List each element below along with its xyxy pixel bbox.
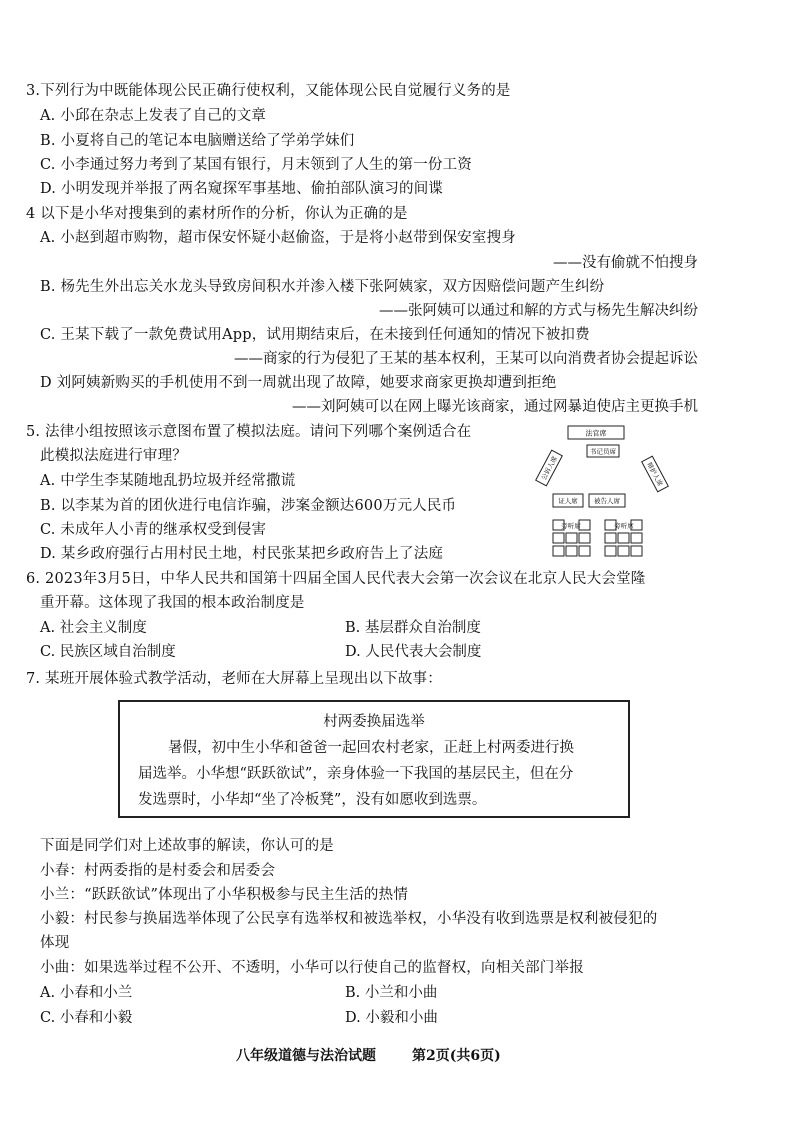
q4-option-a: A. 小赵到超市购物，超市保安怀疑小赵偷盗，于是将小赵带到保安室搜身 (40, 230, 516, 246)
courtroom-diagram (535, 420, 675, 562)
left-party-seat-label: 公诉人席 (539, 454, 560, 482)
gallery-right-label: 旁听席 (614, 522, 634, 530)
q6-stem-line1: 6. 2023年3月5日，中华人民共和国第十四届全国人民代表大会第一次会议在北京人民大会堂隆 (26, 571, 646, 587)
q6-option-d: D. 人民代表大会制度 (345, 644, 482, 660)
gallery-right (605, 520, 642, 556)
judge-seat (568, 426, 624, 439)
q4-option-c: C. 王某下载了一款免费试用App，试用期结束后，在未接到任何通知的情况下被扣费 (40, 327, 590, 343)
q5-option-a: A. 中学生李某随地乱扔垃圾并经常撒谎 (40, 473, 296, 489)
q5-option-b: B. 以李某为首的团伙进行电信诈骗，涉案金额达600万元人民币 (40, 498, 457, 514)
q7-view-xiaoyi-line2: 体现 (40, 935, 70, 951)
clerk-seat-label: 书记员席 (590, 447, 616, 456)
q6-option-a: A. 社会主义制度 (40, 620, 147, 636)
q4-stem: 4 以下是小华对搜集到的素材所作的分析，你认为正确的是 (26, 206, 408, 222)
q5-option-d: D. 某乡政府强行占用村民土地，村民张某把乡政府告上了法庭 (40, 546, 444, 562)
q7-intro: 下面是同学们对上述故事的解读，你认可的是 (40, 838, 334, 854)
q4-option-d-note: ——刘阿姨可以在网上曝光该商家，通过网暴迫使店主更换手机 (292, 399, 698, 415)
right-party-seat-label: 辩护人席 (644, 460, 665, 488)
q7-story-title: 村两委换届选举 (323, 714, 425, 730)
gallery-left (553, 520, 590, 556)
witness-seat (553, 494, 583, 507)
witness-seat-label: 证人席 (558, 497, 578, 505)
q7-story-box (118, 700, 630, 818)
q7-view-xiaochun: 小春：村两委指的是村委会和居委会 (40, 863, 276, 879)
judge-seat-label: 法官席 (585, 429, 607, 438)
defendant-seat (589, 494, 625, 507)
clerk-seat (587, 445, 619, 457)
q7-option-b: B. 小兰和小曲 (345, 985, 438, 1001)
q7-view-xiaoqu: 小曲：如果选举过程不公开、不透明，小华可以行使自己的监督权，向相关部门举报 (40, 960, 584, 976)
q7-view-xiaolan: 小兰：“跃跃欲试”体现出了小华积极参与民主生活的热情 (40, 887, 409, 903)
q7-story-line3: 发选票时，小华却“坐了冷板凳”，没有如愿收到选票。 (138, 792, 487, 808)
q7-story-line1: 暑假，初中生小华和爸爸一起回农村老家，正赶上村两委进行换 (168, 740, 574, 756)
right-party-seat (642, 456, 669, 492)
q3-option-c: C. 小李通过努力考到了某国有银行，月末领到了人生的第一份工资 (40, 157, 472, 173)
q4-option-d: D 刘阿姨新购买的手机使用不到一周就出现了故障，她要求商家更换却遭到拒绝 (40, 375, 557, 391)
q7-option-a: A. 小春和小兰 (40, 985, 133, 1001)
q6-option-c: C. 民族区域自治制度 (40, 644, 176, 660)
q7-option-d: D. 小毅和小曲 (345, 1010, 438, 1026)
q4-option-b-note: ——张阿姨可以通过和解的方式与杨先生解决纠纷 (379, 303, 698, 319)
q5-stem-line2: 此模拟法庭进行审理？ (40, 448, 187, 464)
q3-option-b: B. 小夏将自己的笔记本电脑赠送给了学弟学妹们 (40, 133, 355, 149)
q6-stem-line2: 重开幕。这体现了我国的根本政治制度是 (40, 595, 305, 611)
q7-story-text (138, 735, 614, 813)
q7-stem: 7. 某班开展体验式教学活动，老师在大屏幕上呈现出以下故事： (26, 671, 442, 687)
q7-story-line2: 届选举。小华想“跃跃欲试”，亲身体验一下我国的基层民主，但在分 (138, 766, 574, 782)
footer-subject: 八年级道德与法治试题 (236, 1048, 376, 1064)
q6-option-b: B. 基层群众自治制度 (345, 620, 481, 636)
q7-view-xiaoyi-line1: 小毅：村民参与换届选举体现了公民享有选举权和被选举权，小华没有收到选票是权利被侵犯的 (40, 911, 658, 927)
q3-option-a: A. 小邱在杂志上发表了自己的文章 (40, 108, 267, 124)
q5-stem-line1: 5. 法律小组按照该示意图布置了模拟法庭。请问下列哪个案例适合在 (26, 424, 472, 440)
q3-option-d: D. 小明发现并举报了两名窥探军事基地、偷拍部队演习的间谍 (40, 181, 444, 197)
q4-option-b: B. 杨先生外出忘关水龙头导致房间积水并渗入楼下张阿姨家，双方因赔偿问题产生纠纷 (40, 279, 605, 295)
q5-option-c: C. 未成年人小青的继承权受到侵害 (40, 522, 267, 538)
gallery-left-label: 旁听席 (561, 522, 581, 530)
left-party-seat (536, 450, 563, 486)
q4-option-c-note: ——商家的行为侵犯了王某的基本权利，王某可以向消费者协会提起诉讼 (234, 351, 698, 367)
q7-option-c: C. 小春和小毅 (40, 1010, 133, 1026)
defendant-seat-label: 被告人席 (594, 497, 620, 505)
q4-option-a-note: ——没有偷就不怕搜身 (553, 255, 698, 271)
q3-stem: 3.下列行为中既能体现公民正确行使权利，又能体现公民自觉履行义务的是 (26, 83, 511, 99)
footer-page-number: 第2页(共6页) (412, 1048, 501, 1064)
